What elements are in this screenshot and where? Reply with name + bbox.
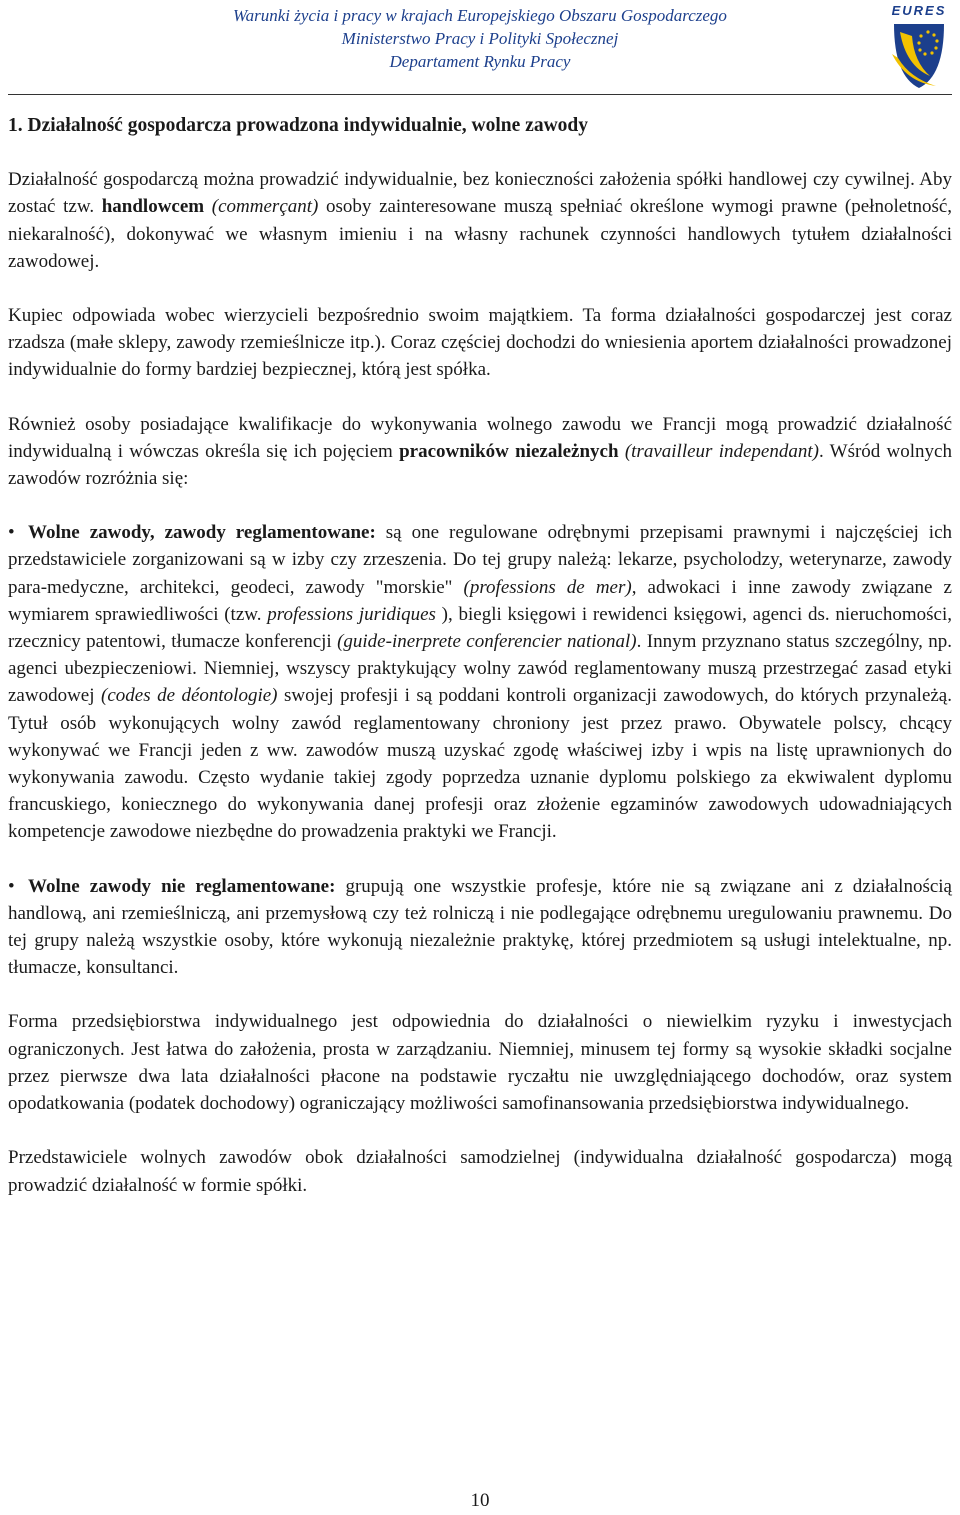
paragraph-4: Forma przedsiębiorstwa indywidualnego jest odpowiednia do działalności o niewielkim ryzyku i inwestycjach ograniczonych. Jest łatwa do założenia, prosta w zarządzaniu. Niemniej, minusem tej formy są wysokie składki socjalne przez pierwsze dwa lata działalności płacone na podstawie ryczałtu nie uwzględniającego dochodów, oraz system opodatkowania (podatek dochodowy) ograniczający możliwości samofinansowania przedsiębiorstwa indywidualnego. [8,1011,952,1115]
text-span: ), biegli księgowi i rewidenci księgowi, agenci ds. nieruchomości, rzecznicy patentowi, tłumacze konferencji [8,603,952,653]
term-italic: (guide-inerprete conferencier national) [337,631,637,653]
term-italic: professions juridiques [267,603,436,625]
text-span: osoby zainteresowane muszą spełniać określone wymogi prawne (pełnoletność, niekaralność), dokonywać we własnym imieniu i na własny rachunek czynności handlowych tytułem działalności zawodowej. [8,196,953,272]
page-number: 10 [470,1490,490,1511]
text-span: grupują one wszystkie profesje, które nie są związane ani z działalnością handlową, ani rzemieślniczą, ani przemysłową czy też rolniczą i nie podlegające odrębnemu uregulowaniu prawnemu. Do tej grupy należą wszystkie osoby, które wykonują niezależnie praktykę, której przedmiotem są usługi intelektualne, np. tłumacze, konsultanci. [8,875,952,979]
text-span: Działalność gospodarczą można prowadzić indywidualnie, bez konieczności założenia spółki handlowej czy cywilnej. Aby zostać tzw. [8,169,952,218]
eures-logo-icon [884,2,954,90]
term-handlowiec: handlowcem [101,196,205,218]
term-italic: (codes de déontologie) [101,685,278,707]
paragraph-2: Kupiec odpowiada wobec wierzycieli bezpośrednio swoim majątkiem. Ta forma działalności gospodarczej jest coraz rzadsza (małe sklepy, zawody rzemieślnicze itp.). Coraz częściej dochodzi do wniesienia aportem działalności prowadzonej indywidualnie do formy bardziej bezpiecznej, którą jest spółka. [8,305,952,381]
text-span: . Innym przyznano status szczególny, np. agenci ubezpieczeniowi. Niemniej, wszyscy praktykujący wolny zawód reglamentowany muszą przestrzegać zasad etyki zawodowej [8,631,953,707]
text-span: , adwokaci i inne zawody związane z wymiarem sprawiedliwości (tzw. [8,576,952,625]
bullet-title: Wolne zawody nie reglamentowane: [28,875,336,897]
text-span: są one regulowane odrębnymi przepisami prawnymi i najczęściej ich przedstawiciele zorganizowani są w izby czy zrzeszenia. Do tej grupy należą: lekarze, psycholodzy, weterynarze, zawody para-medyczne, architekci, geodeci, zawody "morskie" [8,522,952,598]
bullet-item-reglamentowane [8,519,952,845]
text-span: Również osoby posiadające kwalifikacje do wykonywania wolnego zawodu we Francji mogą prowadzić działalność indywidualną i wówczas określa się ich pojęciem [8,413,952,462]
header-line-3: Departament Rynku Pracy [389,52,571,71]
term-pracownicy-niezalezni: pracowników niezależnych [399,440,619,462]
term-travailleur: (travailleur independant) [624,440,819,462]
header-divider [8,94,952,95]
text-span: swojej profesji i są poddani kontroli organizacji zawodowych, do których przynależą. Tytuł osób wykonujących wolny zawód reglamentowany chroniony jest przez prawo. Obywatele polscy, chcący wykonywać we Francji jeden z ww. zawodów muszą uzyskać zgodę właściwej izby i wpis na listę uprawnionych do wykonywania zawodu. Często wydanie takiej zgody poprzedza uznanie dyplomu polskiego za ekwiwalent dyplomu francuskiego, koniecznego do wykonywania danej profesji oraz złożenie egzaminów zawodowych udowadniających kompetencje zawodowe niezbędne do prowadzenia praktyki we Francji. [8,685,952,843]
paragraph-5: Przedstawiciele wolnych zawodów obok działalności samodzielnej (indywidualna działalność gospodarcza) mogą prowadzić działalność w formie spółki. [8,1147,952,1196]
text-span [204,196,212,217]
bullet-item-nie-reglamentowane [8,873,952,982]
paragraph-3 [8,411,952,493]
term-commercant: (commerçant) [211,196,319,218]
document-body [8,112,952,1199]
section-heading: 1. Działalność gospodarcza prowadzona indywidualnie, wolne zawody [8,115,589,136]
page-header [0,0,960,100]
text-span: . Wśród wolnych zawodów rozróżnia się: [8,440,952,490]
bullet-title: Wolne zawody, zawody reglamentowane: [28,522,376,544]
header-line-2: Ministerstwo Pracy i Polityki Społecznej [341,29,619,48]
header-text [180,4,780,73]
svg-text:EURES: EURES [891,3,947,18]
header-line-1: Warunki życia i pracy w krajach Europejskiego Obszaru Gospodarczego [233,6,727,25]
paragraph-1 [8,166,952,275]
term-italic: (professions de mer) [463,576,632,598]
